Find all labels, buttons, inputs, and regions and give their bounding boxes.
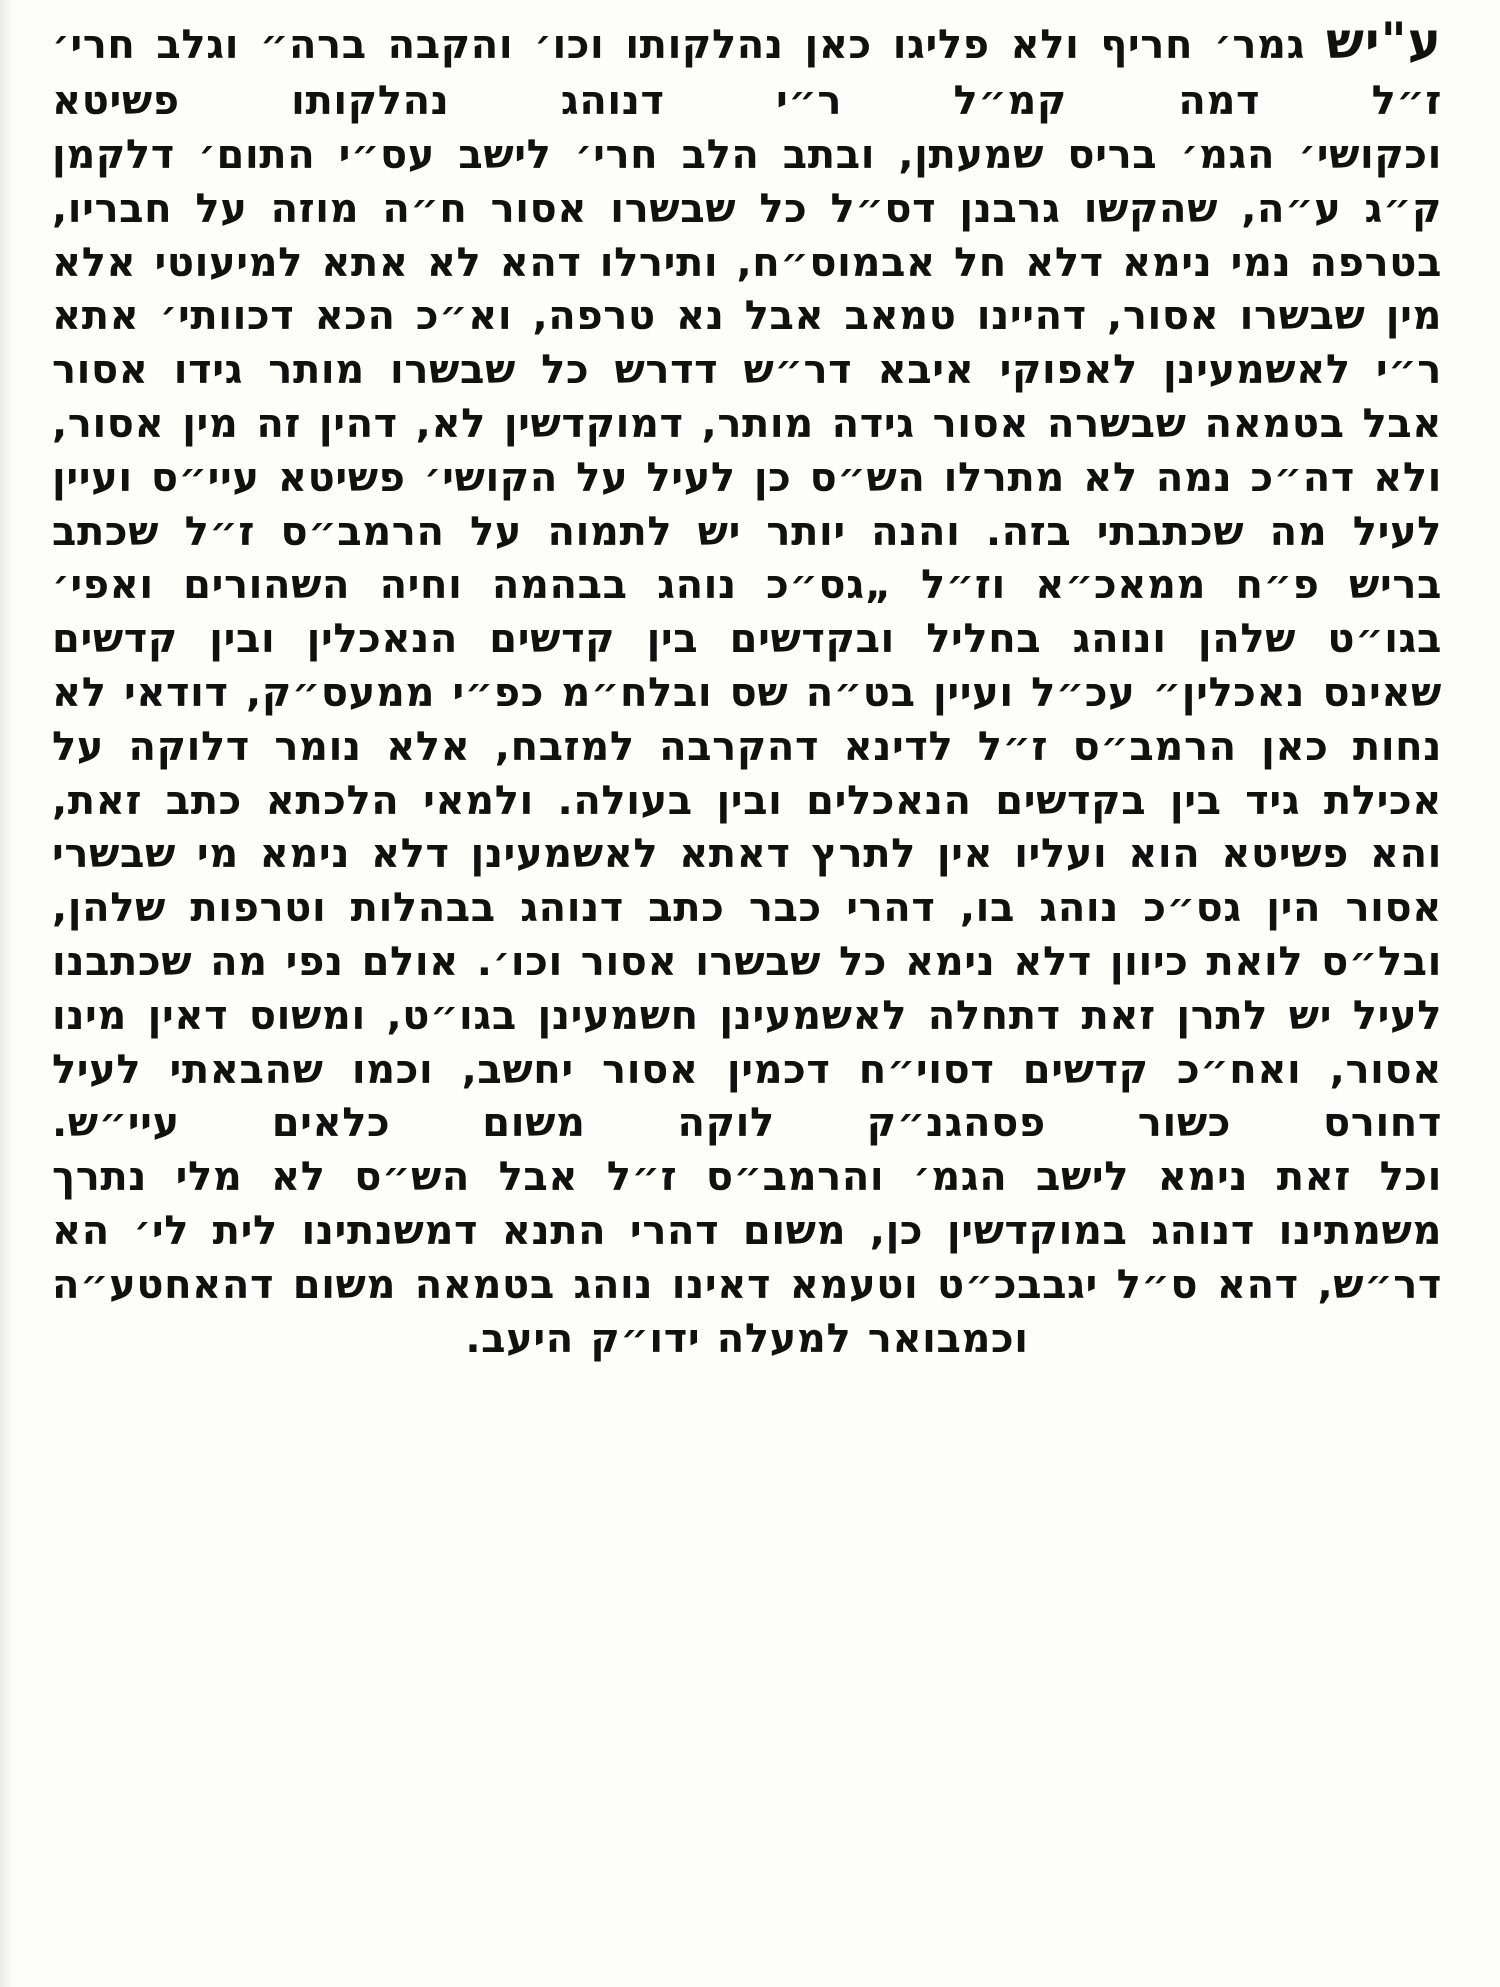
document-body [52,8,1442,1366]
paragraph-2: וכקושי׳ הגמ׳ בריס שמעתן, ובתב הלב חרי׳ לישב עס״י התום׳ דלקמן ק״ג ע״ה, שהקשו גרבנן דס״ל כל שבשרו אסור ח״ה מוזה על חבריו, בטרפה נמי נימא דלא חל אבמוס״ח, ותירלו דהא לא אתא למיעוטי אלא מין שבשרו אסור, דהיינו טמאב אבל נא טרפה, וא״כ הכא דכוותי׳ אתא ר״י לאשמעינן לאפוקי איבא דר״ש דדרש כל שבשרו מותר גידו אסור אבל בטמאה שבשרה אסור גידה מותר, דמוקדשין לא, דהין זה מין אסור, ולא דה״כ נמה לא מתרלו הש״ס כן לעיל על הקושי׳ פשיטא עיי״ס ועיין לעיל מה שכתבתי בזה. והנה יותר יש לתמוה על הרמב״ס ז״ל שכתב בריש פ״ח ממאכ״א וז״ל „גס״כ נוהג בבהמה וחיה השהורים ואפי׳ בגו״ט שלהן ונוהג בחליל ובקדשים בין קדשים הנאכלין ובין קדשים שאינס נאכלין״ עכ״ל ועיין בט״ה שס ובלח״מ כפ״י ממעס״ק, דודאי לא נחות כאן הרמב״ס ז״ל לדינא דהקרבה למזבח, אלא נומר דלוקה על אכילת גיד בין בקדשים הנאכלים ובין בעולה. ולמאי הלכתא כתב זאת, והא פשיטא הוא ועליו אין לתרץ דאתא לאשמעינן דלא נימא מי שבשרי אסור הין גס״כ נוהג בו, דהרי כבר כתב דנוהג בבהלות וטרפות שלהן, ובל״ס לואת כיוון דלא נימא כל שבשרו אסור וכו׳. אולם נפי מה שכתבנו לעיל יש לתרן זאת דתחלה לאשמעינן חשמעינן בגו״ט, ומשוס דאין מינו אסור, ואח״כ קדשים דסוי״ח דכמין אסור יחשב, וכמו שהבאתי לעיל דחורס כשור פסהגנ״ק לוקה משום כלאים עיי״ש. [52,132,1442,1147]
paragraph-1 [52,8,1442,129]
page-edge-shadow [0,0,14,1987]
lead-word: ע"יש [1326,12,1442,70]
paragraph-3: וכל זאת נימא לישב הגמ׳ והרמב״ס ז״ל אבל הש״ס לא מלי נתרך משמתינו דנוהג במוקדשין כן, משום דהרי התנא דמשנתינו לית לי׳ הא דר״ש, דהא ס״ל יגבבכ״ט וטעמא דאינו נוהג בטמאה משום דהאחטע״ה וכמבואר למעלה ידו״ק היעב. [52,1154,1442,1362]
paragraph-1-text: גמר׳ חריף ולא פליגו כאן נהלקותו וכו׳ והקבה ברה״ וגלב חרי׳ ז״ל דמה קמ״ל ר״י דנוהג נהלקותו פשיטא [52,22,1442,125]
